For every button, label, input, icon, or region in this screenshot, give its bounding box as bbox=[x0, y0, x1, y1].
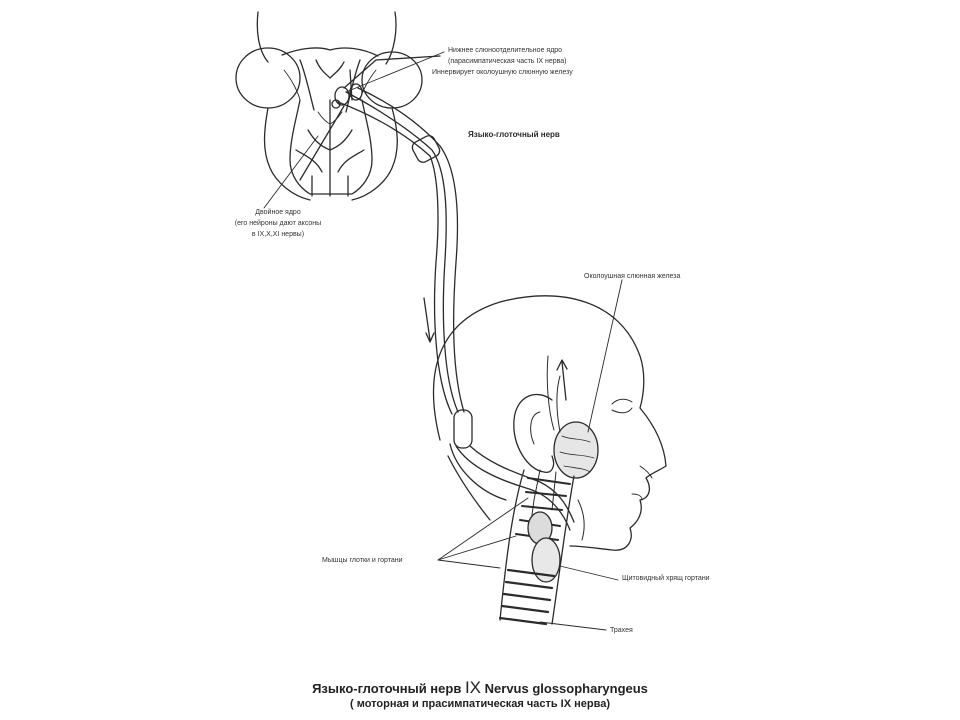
label-ambiguus-line1: Двойное ядро bbox=[255, 209, 301, 216]
brainstem-drawing bbox=[236, 12, 422, 200]
label-ambiguus-line2: (его нейроны дают аксоны bbox=[234, 220, 322, 227]
label-thyroid: Щитовидный хрящ гортани bbox=[622, 575, 710, 582]
label-parotid: Околоушная слюнная железа bbox=[584, 273, 681, 280]
label-trachea: Трахея bbox=[610, 627, 633, 634]
label-nucleus-line2: (парасимпатическая часть IX нерва) bbox=[448, 58, 567, 65]
neck-structures bbox=[500, 470, 584, 624]
caption-title-ru: Языко-глоточный нерв bbox=[312, 681, 462, 696]
descending-arrow bbox=[424, 298, 434, 342]
head-profile bbox=[434, 296, 666, 550]
leader-lines bbox=[264, 52, 622, 630]
label-nucleus-line3: Иннервирует околоушную слюнную железу bbox=[432, 69, 573, 76]
glossopharyngeal-nerve-fibers bbox=[300, 56, 574, 530]
caption-title-roman: IX bbox=[464, 678, 482, 697]
label-nerve-name: Языко-глоточный нерв bbox=[468, 130, 560, 139]
label-nucleus-line1: Нижнее слюноотделительное ядро bbox=[448, 47, 563, 54]
label-muscles: Мышцы глотки и гортани bbox=[322, 557, 403, 564]
caption-subtitle: ( моторная и прасимпатическая часть IX нерва) bbox=[349, 698, 611, 710]
caption-title-latin: Nervus glossopharyngeus bbox=[484, 681, 648, 696]
caption-title bbox=[0, 678, 960, 698]
label-ambiguus-line3: в IX,X,XI нервы) bbox=[251, 231, 305, 238]
